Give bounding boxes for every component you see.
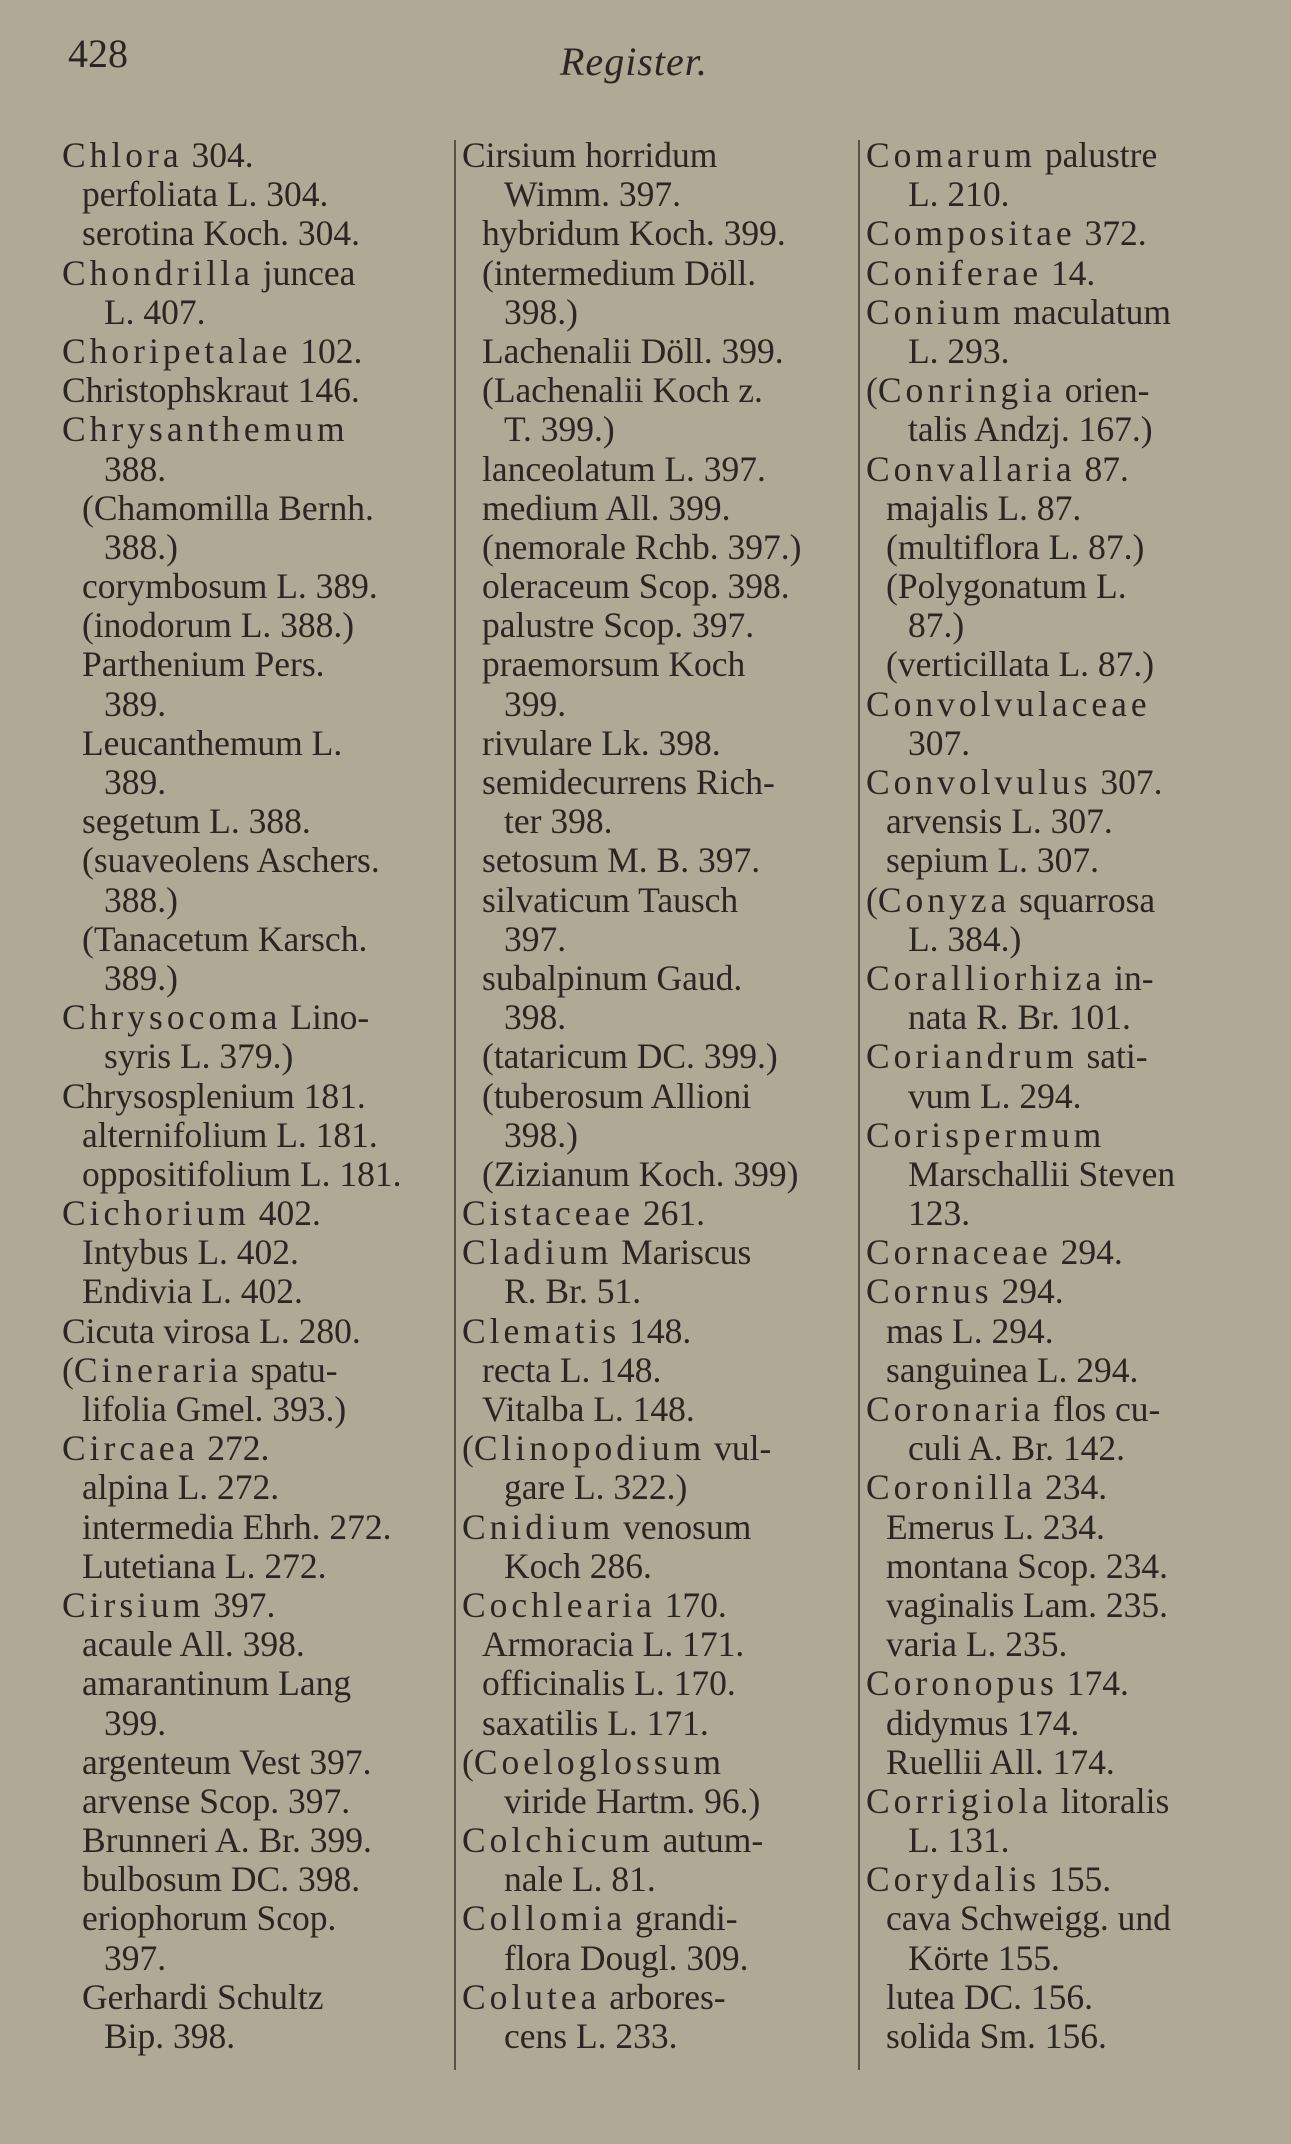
index-subentry: gare L. 322.) [504,1467,688,1508]
index-subentry: 397. [104,1937,167,1978]
index-entry: Cornus 294. [866,1271,1064,1312]
index-entry: Cichorium 402. [62,1193,321,1234]
index-subentry: cava Schweigg. und [886,1898,1171,1939]
index-subentry: Emerus L. 234. [886,1506,1105,1547]
index-subentry: sanguinea L. 294. [886,1349,1139,1390]
index-entry: Chrysosplenium 181. [62,1075,366,1116]
index-subentry: 389. [104,683,167,724]
index-subentry: medium All. 399. [482,487,731,528]
index-subentry: (inodorum L. 388.) [82,605,355,646]
index-subentry: eriophorum Scop. [82,1898,337,1939]
index-subentry: recta L. 148. [482,1349,662,1390]
index-entry: Convolvulus 307. [866,762,1163,802]
index-subentry: (tuberosum Allioni [482,1075,752,1116]
index-subentry: palustre Scop. 397. [482,605,755,646]
index-subentry: (Polygonatum L. [886,566,1127,607]
index-entry: Cicuta virosa L. 280. [62,1310,361,1351]
index-subentry: rivulare Lk. 398. [482,722,721,763]
index-subentry: culi A. Br. 142. [908,1428,1125,1469]
index-subentry: Koch 286. [504,1545,652,1586]
index-entry: Conium maculatum [866,291,1172,332]
index-entry: Convolvulaceae [866,683,1151,724]
index-entry: Chlora 304. [62,135,254,175]
index-entry: Coronaria flos cu- [866,1389,1161,1429]
index-subentry: (suaveolens Aschers. [82,840,380,881]
index-subentry: argenteum Vest 397. [82,1741,372,1782]
index-subentry: L. 293. [908,330,1010,371]
index-subentry: flora Dougl. 309. [504,1937,749,1978]
index-subentry: L. 384.) [908,918,1022,959]
index-subentry: majalis L. 87. [886,487,1082,528]
index-entry: Corydalis 155. [866,1859,1112,1900]
index-subentry: serotina Koch. 304. [82,213,361,254]
index-entry: Coronilla 234. [866,1467,1108,1508]
index-subentry: 87.) [908,605,965,646]
index-subentry: lifolia Gmel. 393.) [82,1389,347,1429]
running-head: Register. [560,39,708,84]
index-entry: Cnidium venosum [462,1506,752,1547]
index-entry: Cladium Mariscus [462,1232,752,1273]
index-subentry: semidecurrens Rich- [482,762,775,802]
index-subentry: intermedia Ehrh. 272. [82,1506,392,1547]
index-subentry: L. 407. [104,291,206,332]
index-subentry: (nemorale Rchb. 397.) [482,526,802,567]
index-entry: Cornaceae 294. [866,1232,1123,1273]
index-entry: Compositae 372. [866,213,1147,254]
index-subentry: setosum M. B. 397. [482,840,761,881]
index-subentry: alpina L. 272. [82,1467,280,1508]
index-subentry: vum L. 294. [908,1075,1082,1116]
index-subentry: didymus 174. [886,1702,1080,1743]
index-subentry: 388. [104,448,167,489]
index-subentry: hybridum Koch. 399. [482,213,786,254]
index-entry: Christophskraut 146. [62,370,360,411]
index-entry: Corrigiola litoralis [866,1780,1170,1821]
index-entry: Corispermum [866,1114,1106,1155]
index-subentry: (tataricum DC. 399.) [482,1036,778,1077]
index-subentry: 398. [504,997,567,1038]
index-subentry: nale L. 81. [504,1859,656,1900]
column-divider [858,140,860,2070]
index-subentry: Lachenalii Döll. 399. [482,330,784,371]
index-subentry: varia L. 235. [886,1624,1068,1665]
index-subentry: (multiflora L. 87.) [886,526,1145,567]
index-subentry: Lutetiana L. 272. [82,1545,327,1586]
index-subentry: amarantinum Lang [82,1663,352,1704]
index-subentry: talis Andzj. 167.) [908,409,1153,450]
index-entry: Convallaria 87. [866,448,1129,489]
index-subentry: lutea DC. 156. [886,1976,1094,2017]
index-subentry: montana Scop. 234. [886,1545,1168,1586]
index-subentry: 389. [104,762,167,802]
index-entry: Chrysocoma Lino- [62,997,370,1038]
index-entry: Cochlearia 170. [462,1584,727,1625]
index-subentry: corymbosum L. 389. [82,566,378,607]
index-subentry: 397. [504,918,567,959]
index-subentry: viride Hartm. 96.) [504,1780,761,1821]
index-subentry: 307. [908,722,971,763]
index-subentry: subalpinum Gaud. [482,957,743,998]
index-subentry: 388.) [104,879,178,920]
index-subentry: lanceolatum L. 397. [482,448,766,489]
index-subentry: solida Sm. 156. [886,2016,1107,2056]
index-entry: (Clinopodium vul- [462,1428,772,1469]
index-subentry: Ruellii All. 174. [886,1741,1115,1782]
index-subentry: segetum L. 388. [82,801,311,842]
index-subentry: sepium L. 307. [886,840,1099,881]
index-subentry: Gerhardi Schultz [82,1976,324,2017]
index-subentry: R. Br. 51. [504,1271,642,1312]
index-subentry: oleraceum Scop. 398. [482,566,790,607]
index-column-2 [462,136,852,2056]
index-subentry: 388.) [104,526,178,567]
index-subentry: 399. [504,683,567,724]
index-subentry: Körte 155. [908,1937,1060,1978]
index-subentry: mas L. 294. [886,1310,1054,1351]
index-subentry: (Chamomilla Bernh. [82,487,374,528]
index-entry: Chrysanthemum [62,409,349,450]
index-subentry: acaule All. 398. [82,1624,305,1665]
index-column-1 [62,136,452,2056]
index-entry: Coralliorhiza in- [866,957,1154,998]
index-subentry: Marschallii Steven [908,1153,1176,1194]
page-number: 428 [68,31,128,76]
index-subentry: cens L. 233. [504,2016,678,2056]
index-entry: Collomia grandi- [462,1898,738,1939]
index-subentry: Endivia L. 402. [82,1271,303,1312]
index-subentry: (intermedium Döll. [482,252,757,293]
index-subentry: L. 131. [908,1820,1010,1861]
index-subentry: Parthenium Pers. [82,644,325,685]
index-subentry: (verticillata L. 87.) [886,644,1155,685]
index-subentry: Brunneri A. Br. 399. [82,1820,372,1861]
index-entry: Cirsium 397. [62,1584,276,1625]
index-subentry: officinalis L. 170. [482,1663,736,1704]
index-subentry: Bip. 398. [104,2016,236,2056]
index-subentry: nata R. Br. 101. [908,997,1131,1038]
index-subentry: oppositifolium L. 181. [82,1153,402,1194]
index-subentry: 398.) [504,1114,578,1155]
index-entry: Cirsium horridum [462,135,718,175]
index-entry: (Coeloglossum [462,1741,725,1782]
index-subentry: bulbosum DC. 398. [82,1859,361,1900]
index-subentry: 398.) [504,291,578,332]
index-subentry: 389.) [104,957,178,998]
index-subentry: (Tanacetum Karsch. [82,918,368,959]
index-entry: Colchicum autum- [462,1820,764,1861]
index-subentry: Armoracia L. 171. [482,1624,745,1665]
index-subentry: syris L. 379.) [104,1036,294,1077]
index-entry: Cistaceae 261. [462,1193,706,1234]
index-subentry: arvense Scop. 397. [82,1780,351,1821]
column-divider [454,140,456,2070]
index-subentry: (Lachenalii Koch z. [482,370,763,411]
index-subentry: Intybus L. 402. [82,1232,299,1273]
index-subentry: L. 210. [908,174,1010,215]
index-subentry: Vitalba L. 148. [482,1389,695,1429]
index-entry: Coriandrum sati- [866,1036,1148,1077]
index-subentry: ter 398. [504,801,613,842]
index-entry: Coronopus 174. [866,1663,1129,1704]
index-entry: Chondrilla juncea [62,252,356,293]
index-subentry: 123. [908,1193,971,1234]
index-entry: (Conringia orien- [866,370,1150,411]
index-subentry: Leucanthemum L. [82,722,343,763]
index-subentry: vaginalis Lam. 235. [886,1584,1168,1625]
index-subentry: T. 399.) [504,409,615,450]
index-entry: Choripetalae 102. [62,330,363,371]
index-subentry: Wimm. 397. [504,174,682,215]
index-column-3 [866,136,1256,2056]
index-entry: Circaea 272. [62,1428,270,1469]
index-entry: Coniferae 14. [866,252,1096,293]
index-subentry: saxatilis L. 171. [482,1702,709,1743]
index-entry: Colutea arbores- [462,1976,726,2017]
index-subentry: perfoliata L. 304. [82,174,329,215]
index-entry: (Cineraria spatu- [62,1349,338,1390]
index-entry: Clematis 148. [462,1310,692,1351]
index-entry: Comarum palustre [866,135,1158,175]
index-subentry: 399. [104,1702,167,1743]
index-subentry: alternifolium L. 181. [82,1114,378,1155]
index-subentry: arvensis L. 307. [886,801,1113,842]
index-subentry: (Zizianum Koch. 399) [482,1153,799,1194]
index-entry: (Conyza squarrosa [866,879,1156,920]
index-subentry: silvaticum Tausch [482,879,739,920]
index-subentry: praemorsum Koch [482,644,746,685]
